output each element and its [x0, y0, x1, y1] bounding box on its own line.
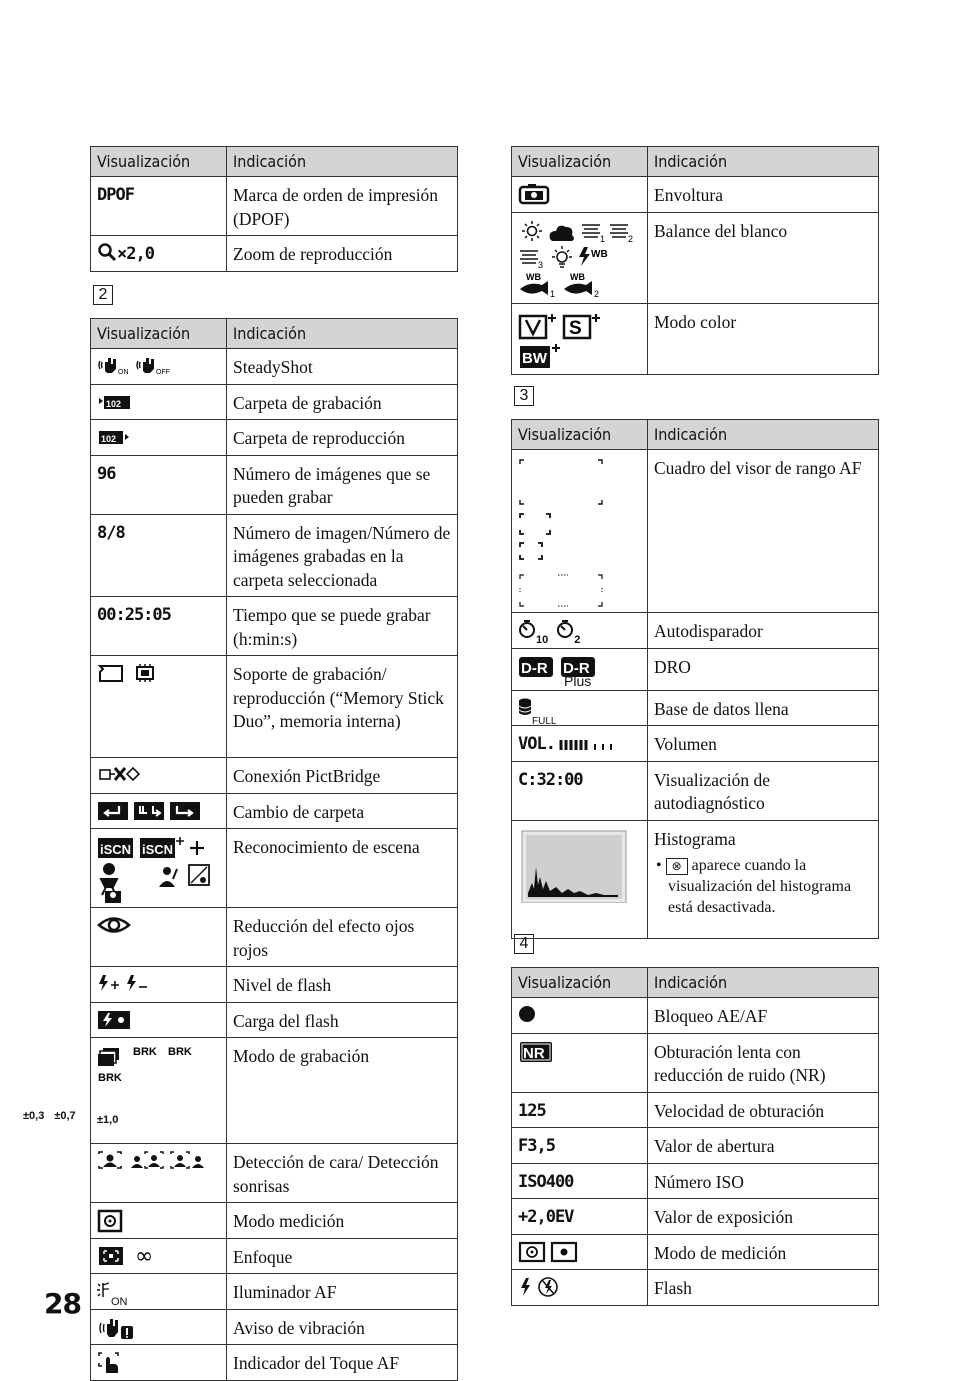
- dpof-label: DPOF: [97, 185, 134, 205]
- table-row: [512, 1270, 879, 1306]
- image-number-label: 8/8: [97, 522, 125, 543]
- svg-text:S: S: [569, 317, 582, 339]
- svg-text:D-R: D-R: [563, 659, 590, 677]
- brk-value-10: ±1,0: [97, 1113, 119, 1126]
- face-detect-icon: [97, 1151, 209, 1171]
- row-indication: Conexión PictBridge: [227, 758, 458, 794]
- row-indication: Visualización de autodiagnóstico: [648, 761, 879, 820]
- svg-text:1: 1: [550, 288, 556, 299]
- table-row: [512, 1033, 879, 1092]
- white-balance-icon: [518, 220, 640, 299]
- header-indication: Indicación: [227, 147, 458, 177]
- flash-level-icon: [97, 974, 151, 994]
- table-row: [512, 690, 879, 726]
- row-indication: Aviso de vibración: [227, 1309, 458, 1345]
- row-indication: Autodisparador: [648, 613, 879, 649]
- metering-icon: [97, 1210, 123, 1230]
- row-indication: Tiempo que se puede grabar (h:min:s): [227, 597, 458, 656]
- row-indication: Reconocimiento de escena: [227, 829, 458, 908]
- table-row: [91, 349, 458, 385]
- table-row: [91, 1274, 458, 1310]
- svg-text:iSCN: iSCN: [142, 842, 174, 857]
- header-indication: Indicación: [648, 420, 879, 450]
- row-indication: Carpeta de grabación: [227, 384, 458, 420]
- svg-text:WB: WB: [591, 248, 608, 260]
- section-2-marker: 2: [93, 285, 113, 305]
- svg-text:102: 102: [101, 434, 117, 444]
- table-row: [91, 1038, 458, 1144]
- header-indication: Indicación: [648, 968, 879, 998]
- header-indication: Indicación: [648, 147, 879, 177]
- svg-text:∞: ∞: [135, 1244, 154, 1267]
- histogram-note: [654, 855, 872, 918]
- row-indication: Volumen: [648, 726, 879, 762]
- table-row: [91, 597, 458, 656]
- row-indication: Iluminador AF: [227, 1274, 458, 1310]
- vibration-warning-icon: [97, 1317, 135, 1337]
- brk-value-03: ±0,3: [23, 1110, 45, 1122]
- table-row: [512, 998, 879, 1034]
- row-indication: Zoom de reproducción: [227, 236, 458, 272]
- right-column: [511, 146, 879, 375]
- histogram-off-icon: ⊗: [666, 858, 688, 875]
- database-full-icon: [518, 698, 557, 727]
- row-indication: Modo de medición: [648, 1234, 879, 1270]
- table-row: [91, 829, 458, 908]
- table-header: [512, 420, 879, 450]
- ae-af-lock-icon: [518, 1005, 538, 1025]
- section-4-marker: 4: [514, 934, 534, 954]
- svg-text:102: 102: [106, 398, 122, 409]
- row-indication: Obturación lenta con reducción de ruido (NR): [648, 1033, 879, 1092]
- row-indication: Marca de orden de impresión (DPOF): [227, 177, 458, 236]
- metering-mode-icon: [518, 1242, 580, 1262]
- right-column-s4: [511, 967, 879, 1306]
- table-row: [91, 1345, 458, 1381]
- table-row: [91, 908, 458, 967]
- brk-value-07: ±0,7: [54, 1110, 76, 1122]
- row-indication: Cuadro del visor de rango AF: [648, 450, 879, 613]
- table-row: [91, 1144, 458, 1203]
- svg-text:BRK: BRK: [133, 1046, 157, 1058]
- svg-text:iSCN: iSCN: [100, 842, 132, 857]
- svg-text:BW: BW: [522, 349, 547, 367]
- svg-text:OFF: OFF: [156, 369, 170, 375]
- svg-text:WB: WB: [526, 271, 541, 282]
- svg-text:1: 1: [600, 233, 606, 244]
- table-row: [91, 1309, 458, 1345]
- aperture-label: F3,5: [518, 1136, 555, 1156]
- svg-text:2: 2: [594, 288, 600, 299]
- table-row: [512, 726, 879, 762]
- row-indication: Indicador del Toque AF: [227, 1345, 458, 1381]
- table-header: [512, 968, 879, 998]
- table-row: [512, 212, 879, 303]
- pictbridge-icon: [97, 765, 141, 785]
- row-indication: Nivel de flash: [227, 967, 458, 1003]
- row-indication: Reducción del efecto ojos rojos: [227, 908, 458, 967]
- header-display: Visualización: [512, 420, 648, 450]
- table-row: [91, 236, 458, 272]
- self-diagnosis-label: C:32:00: [518, 769, 583, 790]
- table-header: [91, 319, 458, 349]
- nr-label: NR: [523, 1044, 545, 1062]
- red-eye-icon: [97, 915, 131, 935]
- row-indication: Balance del blanco: [648, 212, 879, 303]
- table-row: [512, 761, 879, 820]
- table-row: [91, 514, 458, 597]
- table-row: [91, 656, 458, 758]
- self-timer-10-label: 10: [536, 634, 549, 646]
- row-indication: Detección de cara/ Detección sonrisas: [227, 1144, 458, 1203]
- recording-time-label: 00:25:05: [97, 605, 171, 625]
- row-indication: Carga del flash: [227, 1002, 458, 1038]
- remaining-images-label: 96: [97, 463, 116, 484]
- row-indication: Valor de exposición: [648, 1199, 879, 1235]
- header-display: Visualización: [91, 319, 227, 349]
- table-row: [91, 1238, 458, 1274]
- database-full-label: FULL: [532, 715, 557, 727]
- table-row: [512, 303, 879, 374]
- right-column-s3: [511, 419, 879, 939]
- row-indication: Flash: [648, 1270, 879, 1306]
- table-section-3: [511, 419, 879, 939]
- svg-text:2: 2: [628, 233, 634, 244]
- dro-plus-label: Plus: [564, 672, 592, 689]
- row-indication: Soporte de grabación/ reproducción (“Memory Stick Duo”, memoria interna): [227, 656, 458, 758]
- row-indication: Modo medición: [227, 1203, 458, 1239]
- row-indication: DRO: [648, 648, 879, 690]
- row-indication: Número de imágenes que se pueden grabar: [227, 455, 458, 514]
- table-row: [91, 384, 458, 420]
- color-mode-icon: [518, 311, 608, 367]
- table-header: [512, 147, 879, 177]
- steadyshot-icon: [97, 356, 177, 376]
- table-right-top: [511, 146, 879, 375]
- focus-icon: [97, 1246, 159, 1266]
- table-header: [91, 147, 458, 177]
- svg-text:BRK: BRK: [168, 1046, 192, 1058]
- nr-icon: [518, 1041, 554, 1061]
- note-bullet: •: [656, 857, 662, 874]
- record-mode-icon: [23, 1045, 207, 1137]
- folder-change-icon: [97, 801, 201, 821]
- svg-text:ON: ON: [118, 369, 129, 375]
- row-indication: Carpeta de reproducción: [227, 420, 458, 456]
- table-top: [90, 146, 458, 272]
- row-indication: Bloqueo AE/AF: [648, 998, 879, 1034]
- row-indication: Cambio de carpeta: [227, 793, 458, 829]
- playback-folder-icon: [97, 427, 133, 447]
- dro-icon: [518, 656, 625, 689]
- table-row: [91, 1002, 458, 1038]
- section-3-marker: 3: [514, 386, 534, 406]
- table-row: [91, 967, 458, 1003]
- row-indication: Envoltura: [648, 177, 879, 213]
- media-icon: [97, 663, 161, 683]
- volume-bar-icon: [555, 733, 619, 753]
- row-indication: Valor de abertura: [648, 1128, 879, 1164]
- zoom-label: ×2,0: [117, 244, 154, 264]
- svg-text:WB: WB: [570, 271, 585, 282]
- header-indication: Indicación: [227, 319, 458, 349]
- page-number: 28: [44, 1287, 81, 1320]
- exposure-label: +2,0EV: [518, 1207, 574, 1227]
- row-indication: Enfoque: [227, 1238, 458, 1274]
- row-indication: Número ISO: [648, 1163, 879, 1199]
- svg-text:BRK: BRK: [98, 1072, 122, 1084]
- histogram-icon: [518, 828, 628, 848]
- table-row: [512, 1128, 879, 1164]
- row-indication: SteadyShot: [227, 349, 458, 385]
- row-indication: Base de datos llena: [648, 690, 879, 726]
- table-row: [91, 1203, 458, 1239]
- left-column: [90, 146, 458, 272]
- shutter-speed-label: 125: [518, 1100, 546, 1121]
- note-text: aparece cuando la visualización del histograma está desactivada.: [668, 857, 852, 916]
- volume-label: VOL.: [518, 734, 555, 754]
- table-section-4: [511, 967, 879, 1306]
- flash-charge-icon: [97, 1010, 131, 1030]
- zoom-icon: [97, 243, 117, 263]
- svg-text:3: 3: [538, 259, 544, 270]
- iso-label: ISO400: [518, 1171, 574, 1192]
- table-row: [512, 820, 879, 938]
- row-indication: Modo de grabación: [227, 1038, 458, 1144]
- table-row: [512, 613, 879, 649]
- row-indication: Histograma: [654, 828, 736, 849]
- header-display: Visualización: [512, 968, 648, 998]
- self-timer-icon: [518, 620, 581, 646]
- table-row: [91, 793, 458, 829]
- table-row: [91, 455, 458, 514]
- af-illuminator-label: ON: [111, 1296, 128, 1308]
- table-row: [91, 420, 458, 456]
- af-frame-icon: [518, 457, 608, 477]
- table-row: [512, 450, 879, 613]
- table-row: [512, 1163, 879, 1199]
- table-row: [512, 648, 879, 690]
- header-display: Visualización: [512, 147, 648, 177]
- table-row: [91, 177, 458, 236]
- row-indication: Número de imagen/Número de imágenes grabadas en la carpeta seleccionada: [227, 514, 458, 597]
- af-illuminator-icon: [97, 1281, 128, 1308]
- housing-icon: [518, 184, 550, 204]
- row-indication: Modo color: [648, 303, 879, 374]
- table-row: [512, 177, 879, 213]
- touch-af-icon: [97, 1352, 125, 1372]
- table-row: [512, 1234, 879, 1270]
- table-row: [91, 758, 458, 794]
- scene-recognition-icon: [97, 836, 215, 856]
- table-row: [512, 1199, 879, 1235]
- row-indication: Velocidad de obturación: [648, 1092, 879, 1128]
- table-row: [512, 1092, 879, 1128]
- flash-icon: [518, 1277, 564, 1297]
- self-timer-2-label: 2: [574, 634, 581, 646]
- header-display: Visualización: [91, 147, 227, 177]
- record-folder-icon: [97, 392, 133, 412]
- svg-text:D-R: D-R: [521, 659, 548, 677]
